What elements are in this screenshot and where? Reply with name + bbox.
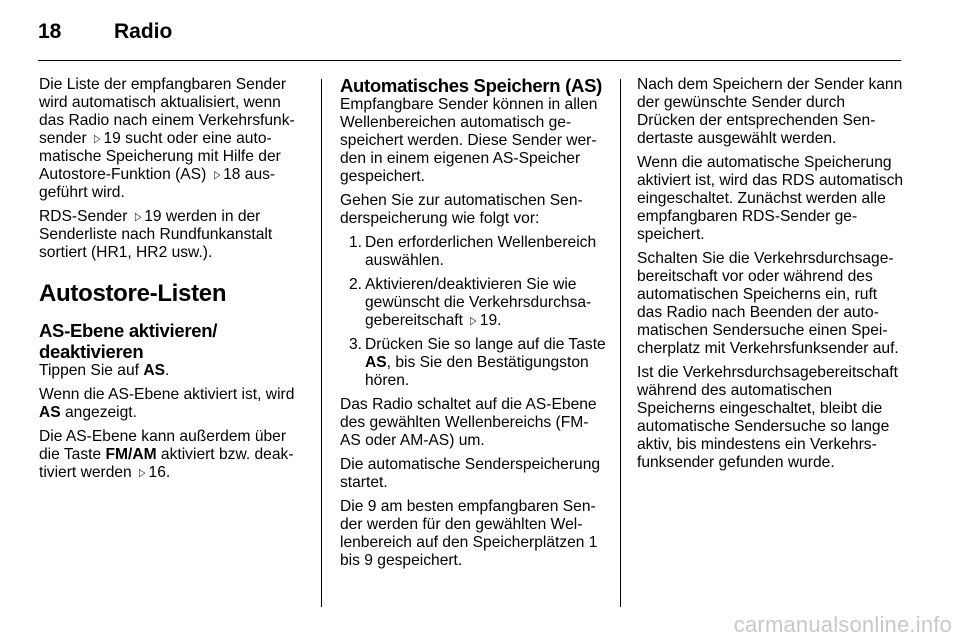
section-heading: Autostore-Listen [39, 280, 227, 307]
column-divider-left [321, 79, 322, 607]
paragraph: Die 9 am besten empfangbaren Sender werden für den gewählten Wellenbereich auf den Speicherplätzen 1 bis 9 gespeichert. [340, 498, 598, 569]
paragraph: Das Radio schaltet auf die AS-Ebene des gewählten Wellenbereichs (FM-AS oder AM-AS) um. [340, 396, 597, 449]
page-reference-icon[interactable]: ▷ [470, 315, 477, 327]
page-reference-icon[interactable]: ▷ [213, 169, 221, 181]
list-item: 3. Drücken Sie so lange auf die Taste AS, bis Sie den Bestätigungston hören. [349, 336, 606, 389]
key-label: AS [39, 404, 61, 421]
list-item: 1. Den erforderlichen Wellenbereich auswählen. [349, 234, 597, 269]
paragraph: RDS-Sender ▷ 19 werden in der Senderliste nach Rundfunkanstalt sortiert (HR1, HR2 usw.). [39, 208, 273, 261]
step-number: 1. [349, 234, 363, 251]
page-reference-icon[interactable]: ▷ [134, 211, 142, 223]
watermark: carmanualsonline.info [733, 612, 952, 637]
page-reference-icon[interactable]: ▷ [94, 133, 101, 145]
subsection-heading: AS-Ebene aktivieren/ deaktivieren [39, 320, 218, 362]
paragraph: Nach dem Speichern der Sender kann der gewünschte Sender durch Drücken der entsprechenden Sendertaste ausgewählt werden. [637, 76, 903, 147]
header-divider [38, 60, 901, 61]
paragraph: Die Liste der empfangbaren Sender wird automatisch aktualisiert, wenn das Radio nach einem Verkehrsfunksender ▷ 19 sucht oder eine automatische Speicherung mit Hilfe der Autostore-Funktion (AS) ▷ 18 ausgeführt wird. [39, 76, 295, 201]
key-label: AS [365, 354, 387, 371]
step-number: 2. [349, 276, 363, 293]
paragraph: Wenn die AS-Ebene aktiviert ist, wird AS angezeigt. [39, 386, 295, 421]
paragraph: Die AS-Ebene kann außerdem über die Taste FM/AM aktiviert bzw. deaktiviert werden ▷ 16. [39, 428, 294, 481]
page-header [38, 20, 900, 56]
paragraph: Gehen Sie zur automatischen Senderspeicherung wie folgt vor: [340, 192, 583, 227]
page-reference[interactable]: 19 [103, 130, 121, 147]
paragraph: Wenn die automatische Speicherung aktiviert ist, wird das RDS automatisch eingeschaltet. Zunächst werden alle empfangbaren RDS-Sender gespeichert. [637, 154, 904, 243]
page-number: 18 [38, 20, 62, 43]
step-number: 3. [349, 336, 363, 353]
key-label: FM/AM [105, 446, 157, 463]
paragraph: Empfangbare Sender können in allen Wellenbereichen automatisch gespeichert werden. Diese Sender werden in einem eigenen AS-Speicher gespeichert. [340, 96, 598, 185]
subsection-heading: Automatisches Speichern (AS) [340, 75, 602, 96]
page-reference-icon[interactable]: ▷ [139, 467, 146, 479]
page-reference[interactable]: 16 [148, 464, 166, 481]
key-label: AS [143, 362, 165, 379]
list-item: 2. Aktivieren/deaktivieren Sie wie gewünscht die Verkehrsdurchsagebereitschaft ▷ 19. [349, 276, 592, 329]
page-reference[interactable]: 19 [144, 208, 162, 225]
paragraph: Die automatische Senderspeicherung startet. [340, 456, 601, 491]
column-1 [39, 76, 309, 488]
section-title: Radio [114, 20, 173, 43]
page-reference[interactable]: 19 [479, 312, 498, 329]
paragraph: Ist die Verkehrsdurchsagebereitschaft während des automatischen Speicherns eingeschaltet, bleibt die automatische Sendersuche so lange aktiv, bis mindestens ein Verkehrsfunksender gefunden wurde. [637, 364, 898, 471]
paragraph: Schalten Sie die Verkehrsdurchsagebereitschaft vor oder während des automatischen Speicherns ein, ruft das Radio nach Beenden der automatischen Sendersuche einen Speicherplatz mit Verkehrsfunksender auf. [637, 250, 899, 357]
page-reference[interactable]: 18 [223, 166, 241, 183]
column-2 [340, 76, 606, 576]
column-3 [637, 76, 905, 478]
steps-list [340, 234, 606, 390]
column-divider-right [620, 79, 621, 607]
paragraph: Tippen Sie auf AS. [39, 362, 170, 379]
